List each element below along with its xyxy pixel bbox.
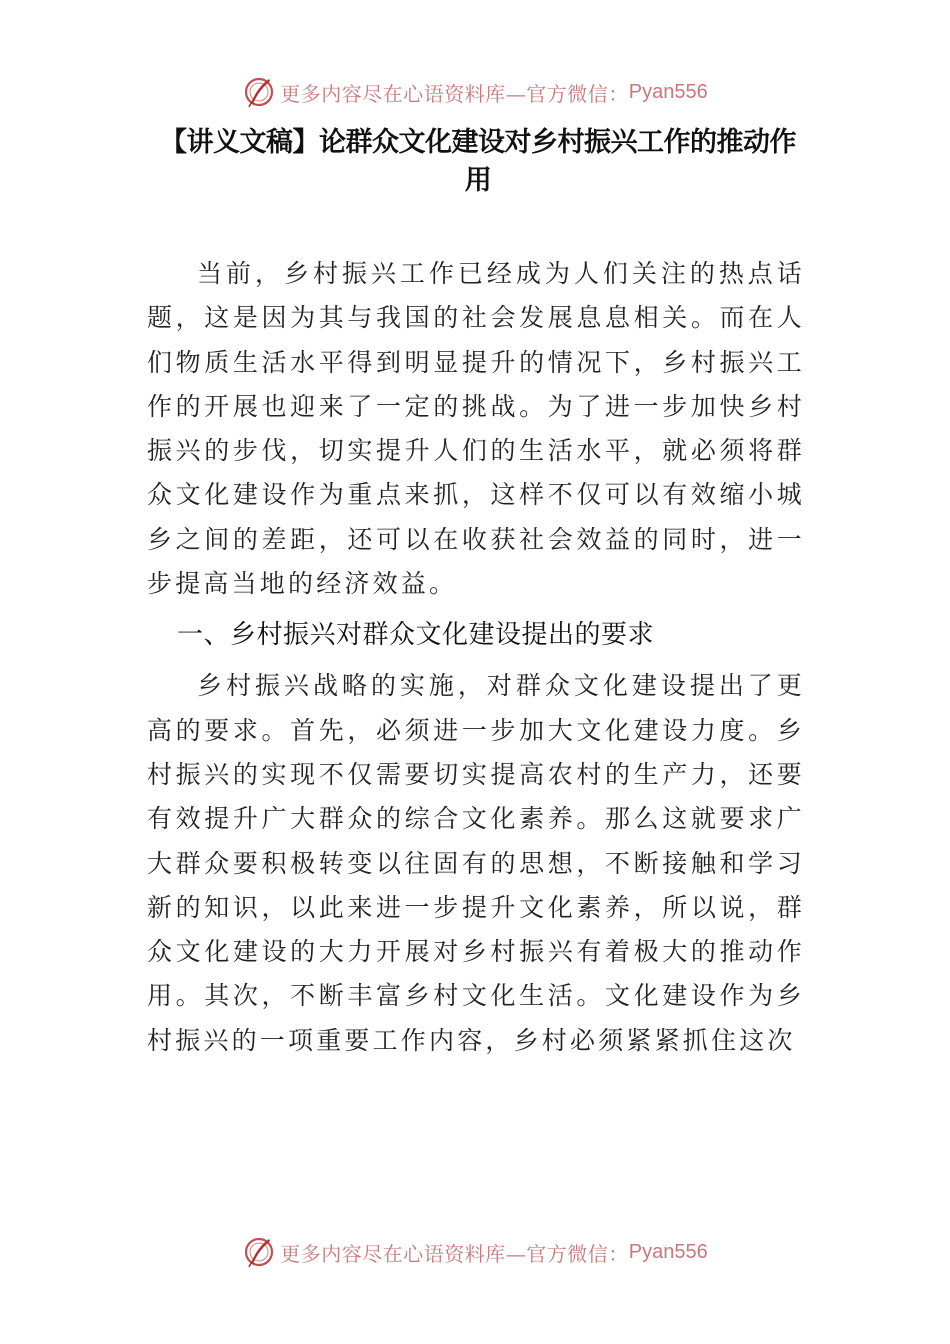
footer-watermark: [0, 1232, 950, 1272]
quill-pen-logo-icon: [242, 1235, 276, 1269]
watermark-text: 更多内容尽在心语资料库—官方微信：: [280, 81, 629, 106]
watermark-wechat-id: Pyan556: [628, 1240, 708, 1263]
document-title: 【讲义文稿】论群众文化建设对乡村振兴工作的推动作用: [160, 127, 796, 196]
watermark-text: 更多内容尽在心语资料库—官方微信：: [280, 1241, 629, 1266]
document-body: [147, 252, 805, 1063]
paragraph-section-1: 乡村振兴战略的实施，对群众文化建设提出了更高的要求。首先，必须进一步加大文化建设力度。乡村振兴的实现不仅需要切实提高农村的生产力，还要有效提升广大群众的综合文化素养。那么这就要求广大群众要积极转变以往固有的思想，不断接触和学习新的知识，以此来进一步提升文化素养，所以说，群众文化建设的大力开展对乡村振兴有着极大的推动作用。其次，不断丰富乡村文化生活。文化建设作为乡村振兴的一项重要工作内容，乡村必须紧紧抓住这次: [147, 671, 805, 1055]
paragraph-intro: 当前，乡村振兴工作已经成为人们关注的热点话题，这是因为其与我国的社会发展息息相关。而在人们物质生活水平得到明显提升的情况下，乡村振兴工作的开展也迎来了一定的挑战。为了进一步加快乡村振兴的步伐，切实提升人们的生活水平，就必须将群众文化建设作为重点来抓，这样不仅可以有效缩小城乡之间的差距，还可以在收获社会效益的同时，进一步提高当地的经济效益。: [147, 259, 805, 599]
section-heading-1: 一、乡村振兴对群众文化建设提出的要求: [177, 620, 655, 651]
header-watermark: [0, 72, 950, 112]
watermark-wechat-id: Pyan556: [628, 80, 708, 103]
quill-pen-logo-icon: [242, 75, 276, 109]
